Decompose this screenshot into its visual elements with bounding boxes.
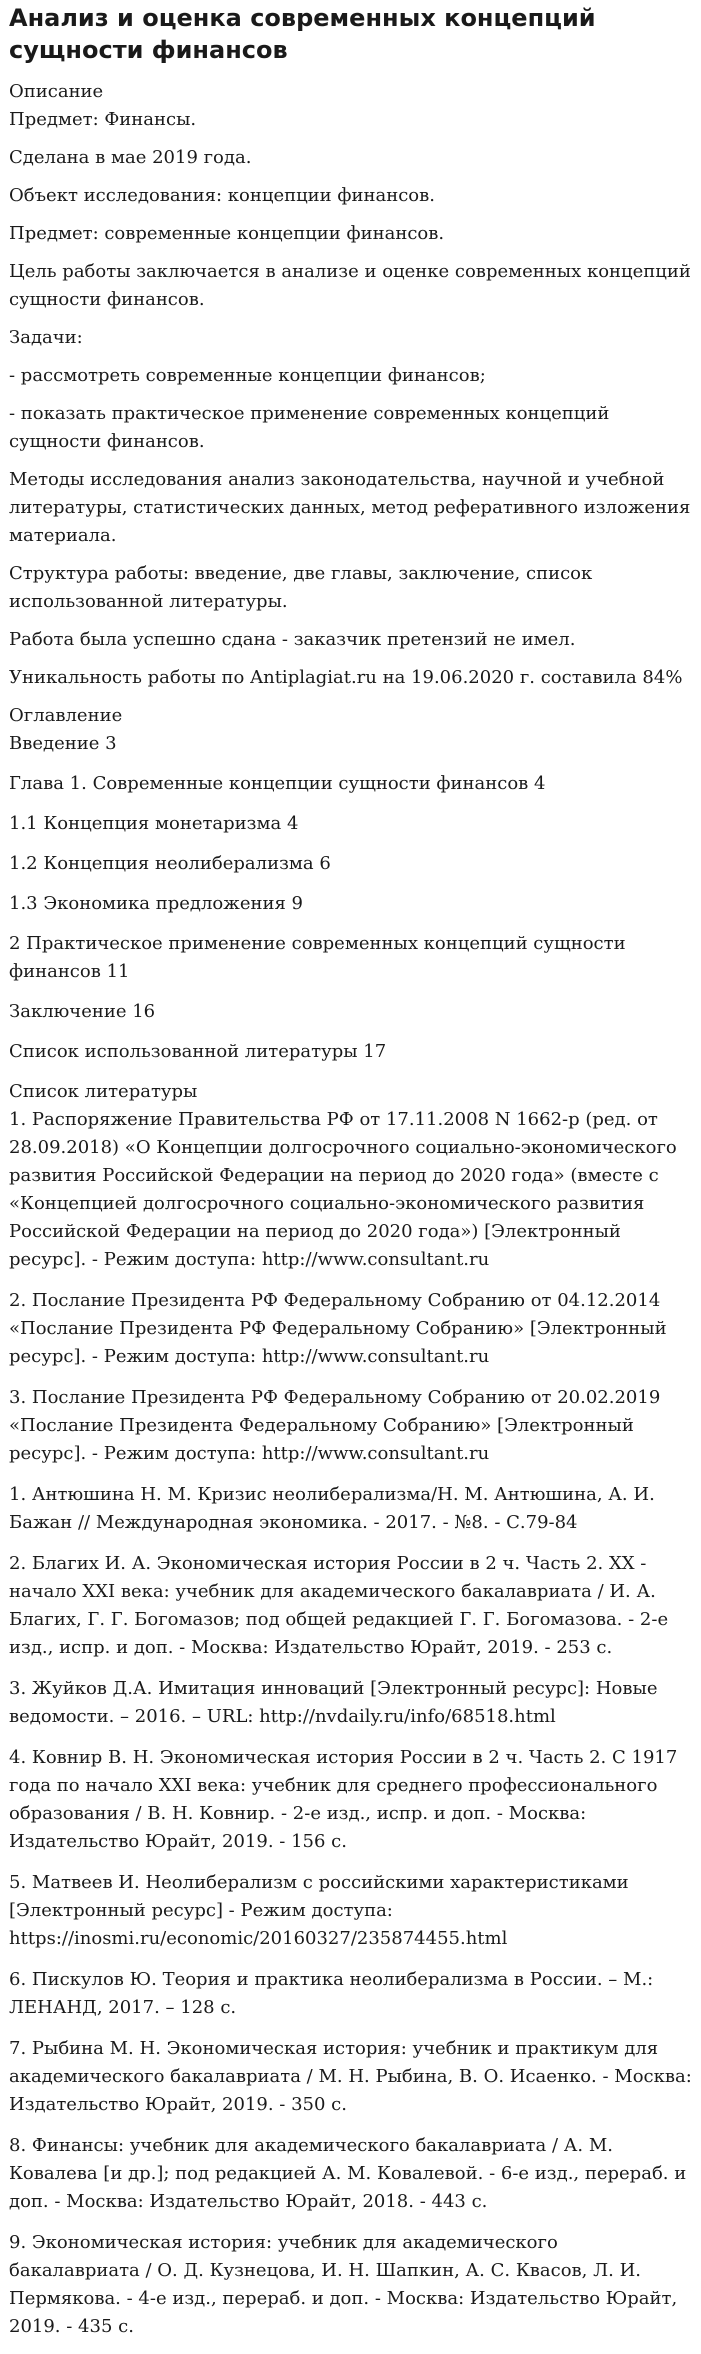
reference-item: 9. Экономическая история: учебник для академического бакалавриата / О. Д. Кузнецова, И. Н. Шапкин, А. С. Квасов, Л. И. Пермякова. - 4-е изд., перераб. и доп. - Москва: Издательство Юрайт, 2019. - 435 с. [9, 2232, 678, 2337]
toc-item: 1.1 Концепция монетаризма 4 [9, 813, 299, 834]
toc-item: 1.3 Экономика предложения 9 [9, 893, 304, 914]
description-paragraph: Работа была успешно сдана - заказчик претензий не имел. [9, 629, 576, 650]
description-paragraph: Предмет: Финансы. [9, 109, 197, 130]
toc-item: 2 Практическое применение современных концепций сущности финансов 11 [9, 933, 626, 982]
description-paragraph: - рассмотреть современные концепции финансов; [9, 365, 486, 386]
toc-item: Заключение 16 [9, 1001, 156, 1022]
reference-item: 3. Жуйков Д.А. Имитация инноваций [Электронный ресурс]: Новые ведомости. – 2016. – URL: http://nvdaily.ru/info/68518.html [9, 1678, 658, 1727]
description-paragraph: Цель работы заключается в анализе и оценке современных концепций сущности финансов. [9, 261, 691, 310]
description-paragraph: Методы исследования анализ законодательства, научной и учебной литературы, статистических данных, метод реферативного изложения материала. [9, 469, 691, 546]
toc-item: Список использованной литературы 17 [9, 1041, 387, 1062]
uniqueness-prefix: Уникальность работы по [9, 667, 251, 688]
description-paragraph: Сделана в мае 2019 года. [9, 147, 252, 168]
reference-item: 4. Ковнир В. Н. Экономическая история России в 2 ч. Часть 2. С 1917 года по начало XXI века: учебник для среднего профессионального образования / В. Н. Ковнир. - 2-е изд., испр. и доп. - Москва: Издательство Юрайт, 2019. - 156 с. [9, 1747, 678, 1852]
reference-item: 6. Пискулов Ю. Теория и практика неолиберализма в России. – М.: ЛЕНАНД, 2017. – 128 с. [9, 1969, 654, 2018]
uniqueness-line [9, 664, 692, 692]
uniqueness-suffix: на 19.06.2020 г. составила 84% [376, 667, 683, 688]
description-paragraph: Предмет: современные концепции финансов. [9, 223, 445, 244]
antiplagiat-link[interactable]: Antiplagiat.ru [250, 667, 377, 688]
reference-item: 1. Распоряжение Правительства РФ от 17.11.2008 N 1662-р (ред. от 28.09.2018) «О Концепции долгосрочного социально-экономического развития Российской Федерации на период до 2020 года» (вместе с «Концепцией долгосрочного социально-экономического развития Российской Федерации на период до 2020 года») [Электронный ресурс]. - Режим доступа: http://www.consultant.ru [9, 1109, 677, 1270]
reference-item: 1. Антюшина Н. М. Кризис неолиберализма/Н. М. Антюшина, А. И. Бажан // Международная экономика. - 2017. - №8. - С.79-84 [9, 1484, 655, 1533]
reference-item: 8. Финансы: учебник для академического бакалавриата / А. М. Ковалева [и др.]; под редакцией А. М. Ковалевой. - 6-е изд., перераб. и доп. - Москва: Издательство Юрайт, 2018. - 443 с. [9, 2135, 687, 2212]
page-title: Анализ и оценка современных концепций сущности финансов [9, 4, 596, 64]
description-paragraph: Объект исследования: концепции финансов. [9, 185, 435, 206]
description-heading: Описание [9, 81, 104, 102]
description-paragraph: - показать практическое применение современных концепций сущности финансов. [9, 403, 610, 452]
reference-item: 7. Рыбина М. Н. Экономическая история: учебник и практикум для академического бакалавриата / М. Н. Рыбина, В. О. Исаенко. - Москва: Издательство Юрайт, 2019. - 350 с. [9, 2038, 692, 2115]
toc-item: Глава 1. Современные концепции сущности финансов 4 [9, 773, 546, 794]
description-paragraph: Структура работы: введение, две главы, заключение, список использованной литературы. [9, 563, 593, 612]
reference-item: 2. Благих И. А. Экономическая история России в 2 ч. Часть 2. XX - начало XXI века: учебник для академического бакалавриата / И. А. Благих, Г. Г. Богомазов; под общей редакцией Г. Г. Богомазова. - 2-е изд., испр. и доп. - Москва: Издательство Юрайт, 2019. - 253 с. [9, 1553, 669, 1658]
toc-item: 1.2 Концепция неолиберализма 6 [9, 853, 331, 874]
description-section [9, 78, 692, 692]
description-paragraph: Задачи: [9, 327, 83, 348]
toc-heading: Оглавление [9, 705, 123, 726]
toc-item: Введение 3 [9, 733, 117, 754]
references-heading: Список литературы [9, 1081, 198, 1102]
reference-item: 2. Послание Президента РФ Федеральному Собранию от 04.12.2014 «Послание Президента РФ Федеральному Собранию» [Электронный ресурс]. - Режим доступа: http://www.consultant.ru [9, 1290, 667, 1367]
references-section [9, 1078, 692, 2341]
reference-item: 3. Послание Президента РФ Федеральному Собранию от 20.02.2019 «Послание Президента Федеральному Собранию» [Электронный ресурс]. - Режим доступа: http://www.consultant.ru [9, 1387, 661, 1464]
toc-section [9, 702, 692, 1066]
reference-item: 5. Матвеев И. Неолиберализм с российскими характеристиками [Электронный ресурс] - Режим доступа: https://inosmi.ru/economic/20160327/235874455.html [9, 1872, 629, 1949]
